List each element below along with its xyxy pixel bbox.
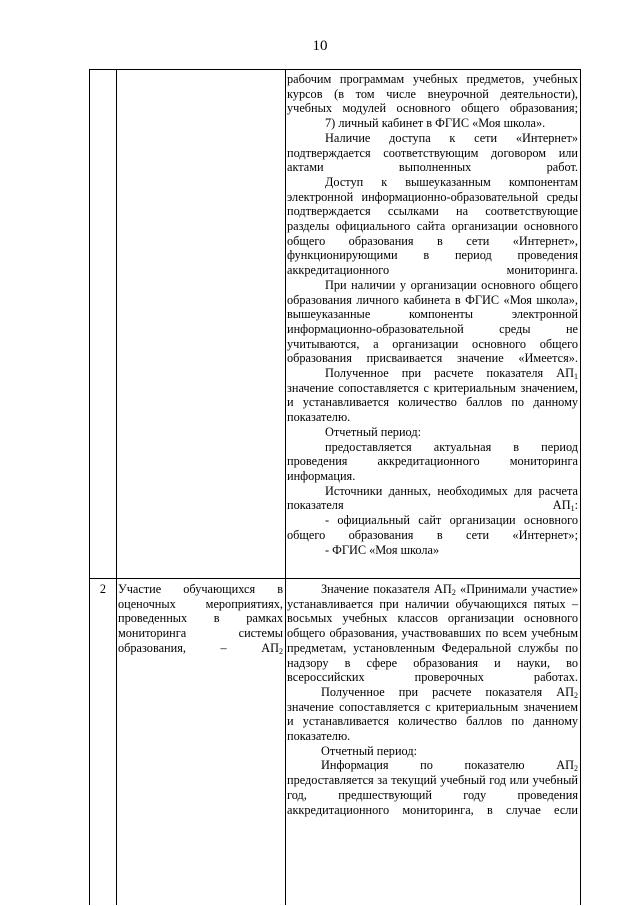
paragraph: Информация по показателю $АП_2$ предоставляется за текущий учебный год или учебный год, предшествующий году проведения аккредитационного мониторинга, в случае если (287, 758, 578, 817)
paragraph: Полученное при расчете показателя $АП_1$ значение сопоставляется с критериальным значением, и устанавливается количество баллов по данному показателю. (287, 366, 578, 425)
paragraph: Наличие доступа к сети «Интернет» подтверждается соответствующим договором или актами выполненных работ. (287, 130, 578, 175)
paragraph: Отчетный период: (321, 743, 418, 758)
table-row-divider (89, 578, 581, 579)
paragraph: Отчетный период: (325, 424, 422, 439)
table-row-2-indicator-name (118, 582, 283, 656)
table-border-col1 (116, 69, 117, 905)
paragraph: Полученное при расчете показателя $АП_2$ значение сопоставляется с критериальным значением и устанавливается количество баллов по данному показателю. (287, 684, 578, 744)
page-number: 10 (312, 38, 328, 54)
paragraph: Источники данных, необходимых для расчета показателя $АП_1$: (287, 483, 578, 514)
paragraph: предоставляется актуальная в период проведения аккредитационного мониторинга информация. (287, 439, 578, 483)
table-row-2-number: 2 (99, 582, 107, 596)
paragraph: При наличии у организации основного общего образования личного кабинета в ФГИС «Моя школа», вышеуказанные компоненты электронной информационно-образовательной среды не учитываются, а организации основного общего образования присваивается значение «Имеется». (287, 277, 578, 366)
paragraph: Участие обучающихся в оценочных мероприятиях, проведенных в рамках мониторинга системы образования, – $АП_2$ (118, 582, 283, 656)
table-border-left (89, 69, 90, 905)
paragraph: Доступ к вышеуказанным компонентам электронной информационно-образовательной среды подтверждается ссылками на соответствующие разделы официального сайта организации основного общего образования в сети «Интернет», функционирующими в период проведения аккредитационного мониторинга. (287, 174, 578, 278)
list-item: 7) личный кабинет в ФГИС «Моя школа». (325, 116, 546, 131)
paragraph: Значение показателя $АП_2$ «Принимали участие» устанавливается при наличии обучающихся пятых – восьмых учебных классов организации основного общего образования, участвовавших по всем учебным предметам, установленным Федеральной службы по надзору в сфере образования и науки, во всероссийских проверочных работах. (287, 582, 578, 685)
table-row-1-description (287, 72, 578, 557)
table-row-2-description (287, 582, 578, 817)
table-border-right (580, 69, 581, 905)
table-border-col2 (285, 69, 286, 905)
paragraph: рабочим программам учебных предметов, учебных курсов (в том числе внеурочной деятельности), учебных модулей основного общего образования; (287, 72, 578, 116)
list-item: - официальный сайт организации основного общего образования в сети «Интернет»; (287, 513, 578, 542)
list-item: - ФГИС «Моя школа» (325, 542, 440, 557)
